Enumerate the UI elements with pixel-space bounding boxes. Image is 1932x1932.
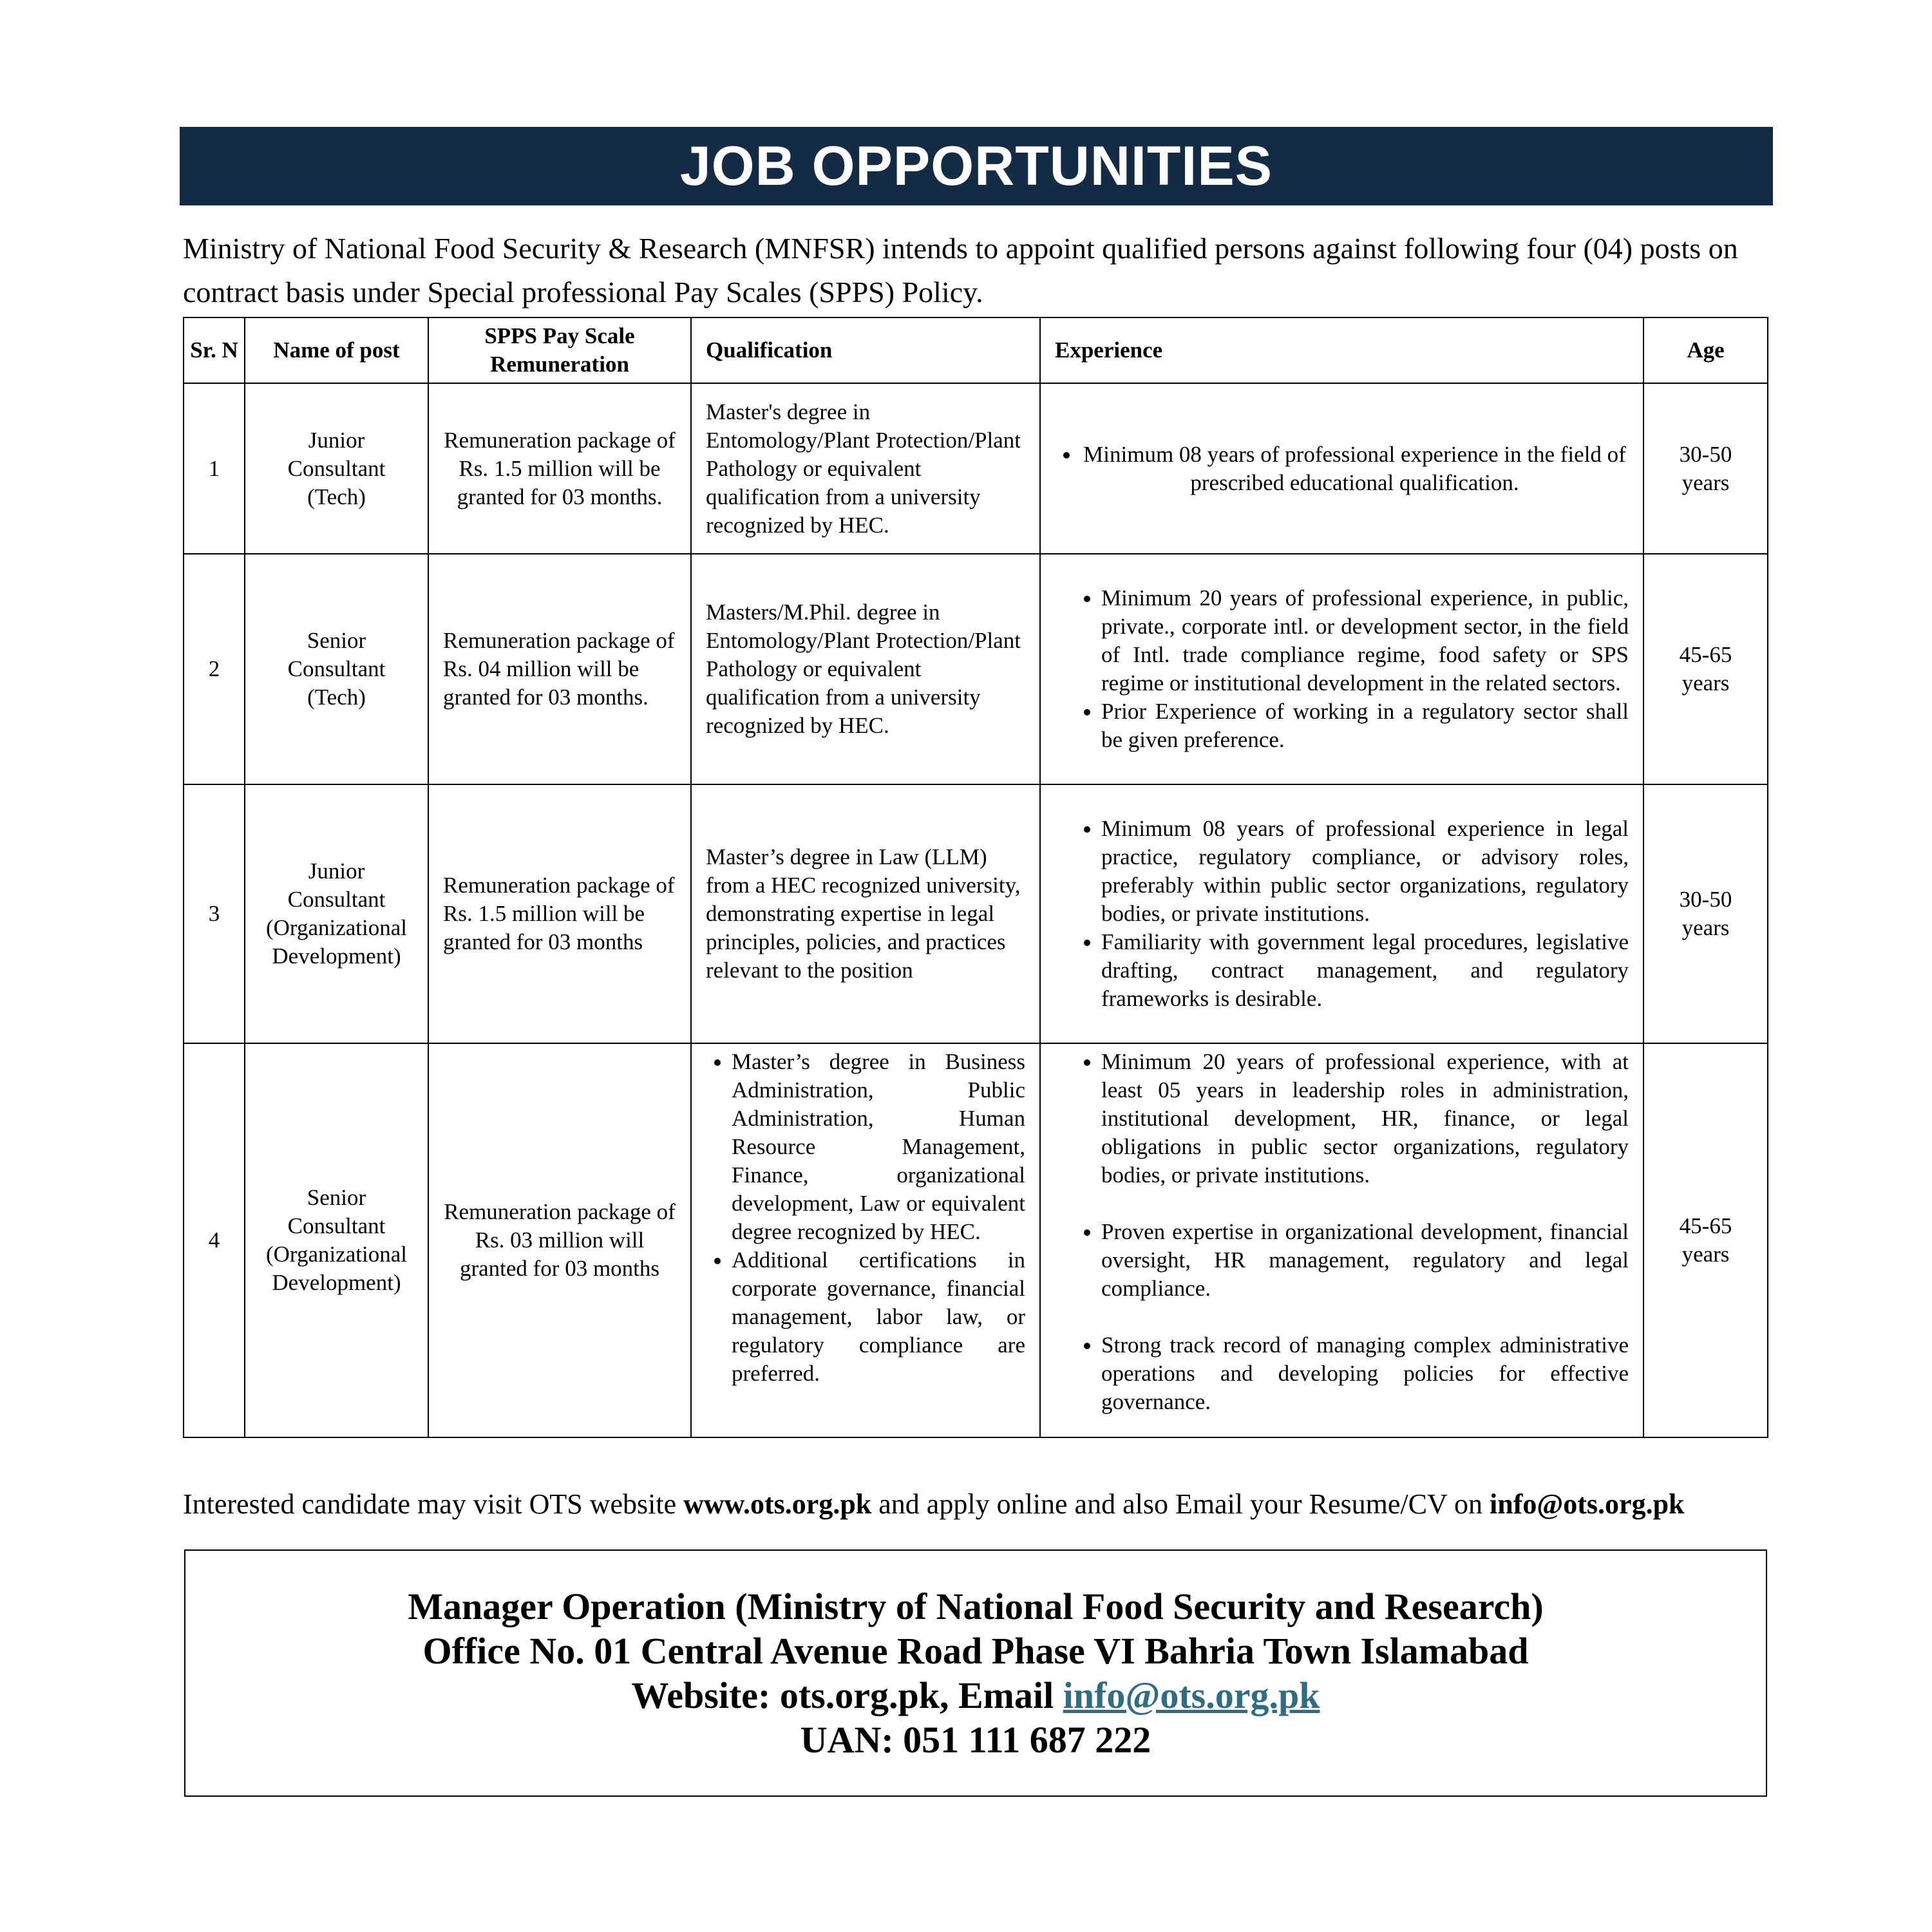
list-item: • Familiarity with government legal procedures, legislative drafting, contract management, and regulatory frameworks is desirable.: [1101, 928, 1629, 1013]
contact-manager: Manager Operation (Ministry of National Food Security and Research): [408, 1586, 1544, 1627]
apply-prefix: Interested candidate may visit OTS website: [183, 1488, 684, 1520]
cell-post: Junior Consultant (Organizational Development): [245, 784, 428, 1043]
apply-middle: and apply online and also Email your Resume/CV on: [871, 1488, 1490, 1520]
cell-age: 45-65 years: [1643, 1043, 1768, 1437]
list-item: • Minimum 20 years of professional experience, in public, private., corporate intl. or development sector, in the field of Intl. trade compliance regime, food safety or SPS regime or institutional development in the related sectors.: [1101, 584, 1629, 697]
cell-pay: Remuneration package of Rs. 1.5 million will be granted for 03 months.: [428, 383, 691, 554]
cell-experience: [1040, 784, 1643, 1043]
list-item: • Additional certifications in corporate governance, financial management, labor law, or regulatory compliance are preferred.: [732, 1246, 1025, 1388]
experience-list: [1055, 440, 1629, 497]
cell-age: 30-50 years: [1643, 784, 1768, 1043]
experience-list: [1055, 1048, 1629, 1416]
contact-uan: UAN: 051 111 687 222: [800, 1719, 1151, 1761]
cell-qualification: [691, 1043, 1040, 1437]
contact-box: [184, 1549, 1767, 1797]
header-qualification: Qualification: [691, 317, 1040, 383]
qualification-list: [706, 1048, 1025, 1388]
page-title-banner: [180, 127, 1773, 205]
table-header-row: [184, 317, 1768, 383]
experience-list: [1055, 815, 1629, 1013]
cell-age: 45-65 years: [1643, 554, 1768, 784]
contact-address: Office No. 01 Central Avenue Road Phase VI Bahria Town Islamabad: [422, 1630, 1529, 1672]
page-title: JOB OPPORTUNITIES: [679, 135, 1273, 197]
apply-instructions: [183, 1485, 1774, 1524]
cell-experience: [1040, 383, 1643, 554]
cell-sr: 3: [184, 784, 245, 1043]
cell-qualification: Master's degree in Entomology/Plant Protection/Plant Pathology or equivalent qualification from a university recognized by HEC.: [691, 383, 1040, 554]
header-post: Name of post: [245, 317, 428, 383]
header-age: Age: [1643, 317, 1768, 383]
table-row: [184, 1043, 1768, 1437]
list-item: • Minimum 08 years of professional experience in legal practice, regulatory compliance, or advisory roles, preferably within public sector organizations, regulatory bodies, or private institutions.: [1101, 815, 1629, 928]
header-sr: Sr. N: [184, 317, 245, 383]
cell-experience: [1040, 554, 1643, 784]
ots-website-link[interactable]: www.ots.org.pk: [683, 1488, 872, 1520]
list-item: • Minimum 08 years of professional experience in the field of prescribed educational qualification.: [1081, 440, 1629, 497]
cell-pay: Remuneration package of Rs. 1.5 million will be granted for 03 months: [428, 784, 691, 1043]
table-row: [184, 383, 1768, 554]
list-item: • Prior Experience of working in a regulatory sector shall be given preference.: [1101, 697, 1629, 754]
cell-post: Senior Consultant (Tech): [245, 554, 428, 784]
list-item: • Master’s degree in Business Administration, Public Administration, Human Resource Management, Finance, organizational development, Law or equivalent degree recognized by HEC.: [732, 1048, 1025, 1246]
ots-email-link[interactable]: info@ots.org.pk: [1490, 1488, 1685, 1520]
cell-pay: Remuneration package of Rs. 04 million will be granted for 03 months.: [428, 554, 691, 784]
table-row: [184, 784, 1768, 1043]
contact-website-line: [631, 1673, 1320, 1718]
list-item: • Proven expertise in organizational development, financial oversight, HR management, regulatory and legal compliance.: [1101, 1218, 1629, 1303]
cell-qualification: Masters/M.Phil. degree in Entomology/Plant Protection/Plant Pathology or equivalent qualification from a university recognized by HEC.: [691, 554, 1040, 784]
header-pay: SPPS Pay Scale Remuneration: [428, 317, 691, 383]
job-table: [183, 317, 1768, 1438]
cell-pay: Remuneration package of Rs. 03 million will granted for 03 months: [428, 1043, 691, 1437]
intro-paragraph: Ministry of National Food Security & Research (MNFSR) intends to appoint qualified persons against following four (04) posts on contract basis under Special professional Pay Scales (SPPS) Policy.: [183, 232, 1738, 308]
cell-sr: 1: [184, 383, 245, 554]
cell-post: Senior Consultant (Organizational Development): [245, 1043, 428, 1437]
contact-email-link[interactable]: info@ots.org.pk: [1063, 1674, 1320, 1716]
cell-post: Junior Consultant (Tech): [245, 383, 428, 554]
cell-sr: 2: [184, 554, 245, 784]
cell-sr: 4: [184, 1043, 245, 1437]
list-item: • Strong track record of managing complex administrative operations and developing policies for effective governance.: [1101, 1331, 1629, 1416]
cell-age: 30-50 years: [1643, 383, 1768, 554]
header-experience: Experience: [1040, 317, 1643, 383]
contact-website: Website: ots.org.pk, Email: [631, 1674, 1063, 1716]
table-row: [184, 554, 1768, 784]
experience-list: [1055, 584, 1629, 754]
cell-qualification: Master’s degree in Law (LLM) from a HEC recognized university, demonstrating expertise in legal principles, policies, and practices relevant to the position: [691, 784, 1040, 1043]
cell-experience: [1040, 1043, 1643, 1437]
list-item: • Minimum 20 years of professional experience, with at least 05 years in leadership roles in administration, institutional development, HR, finance, or legal obligations in public sector organizations, regulatory bodies, or private institutions.: [1101, 1048, 1629, 1189]
